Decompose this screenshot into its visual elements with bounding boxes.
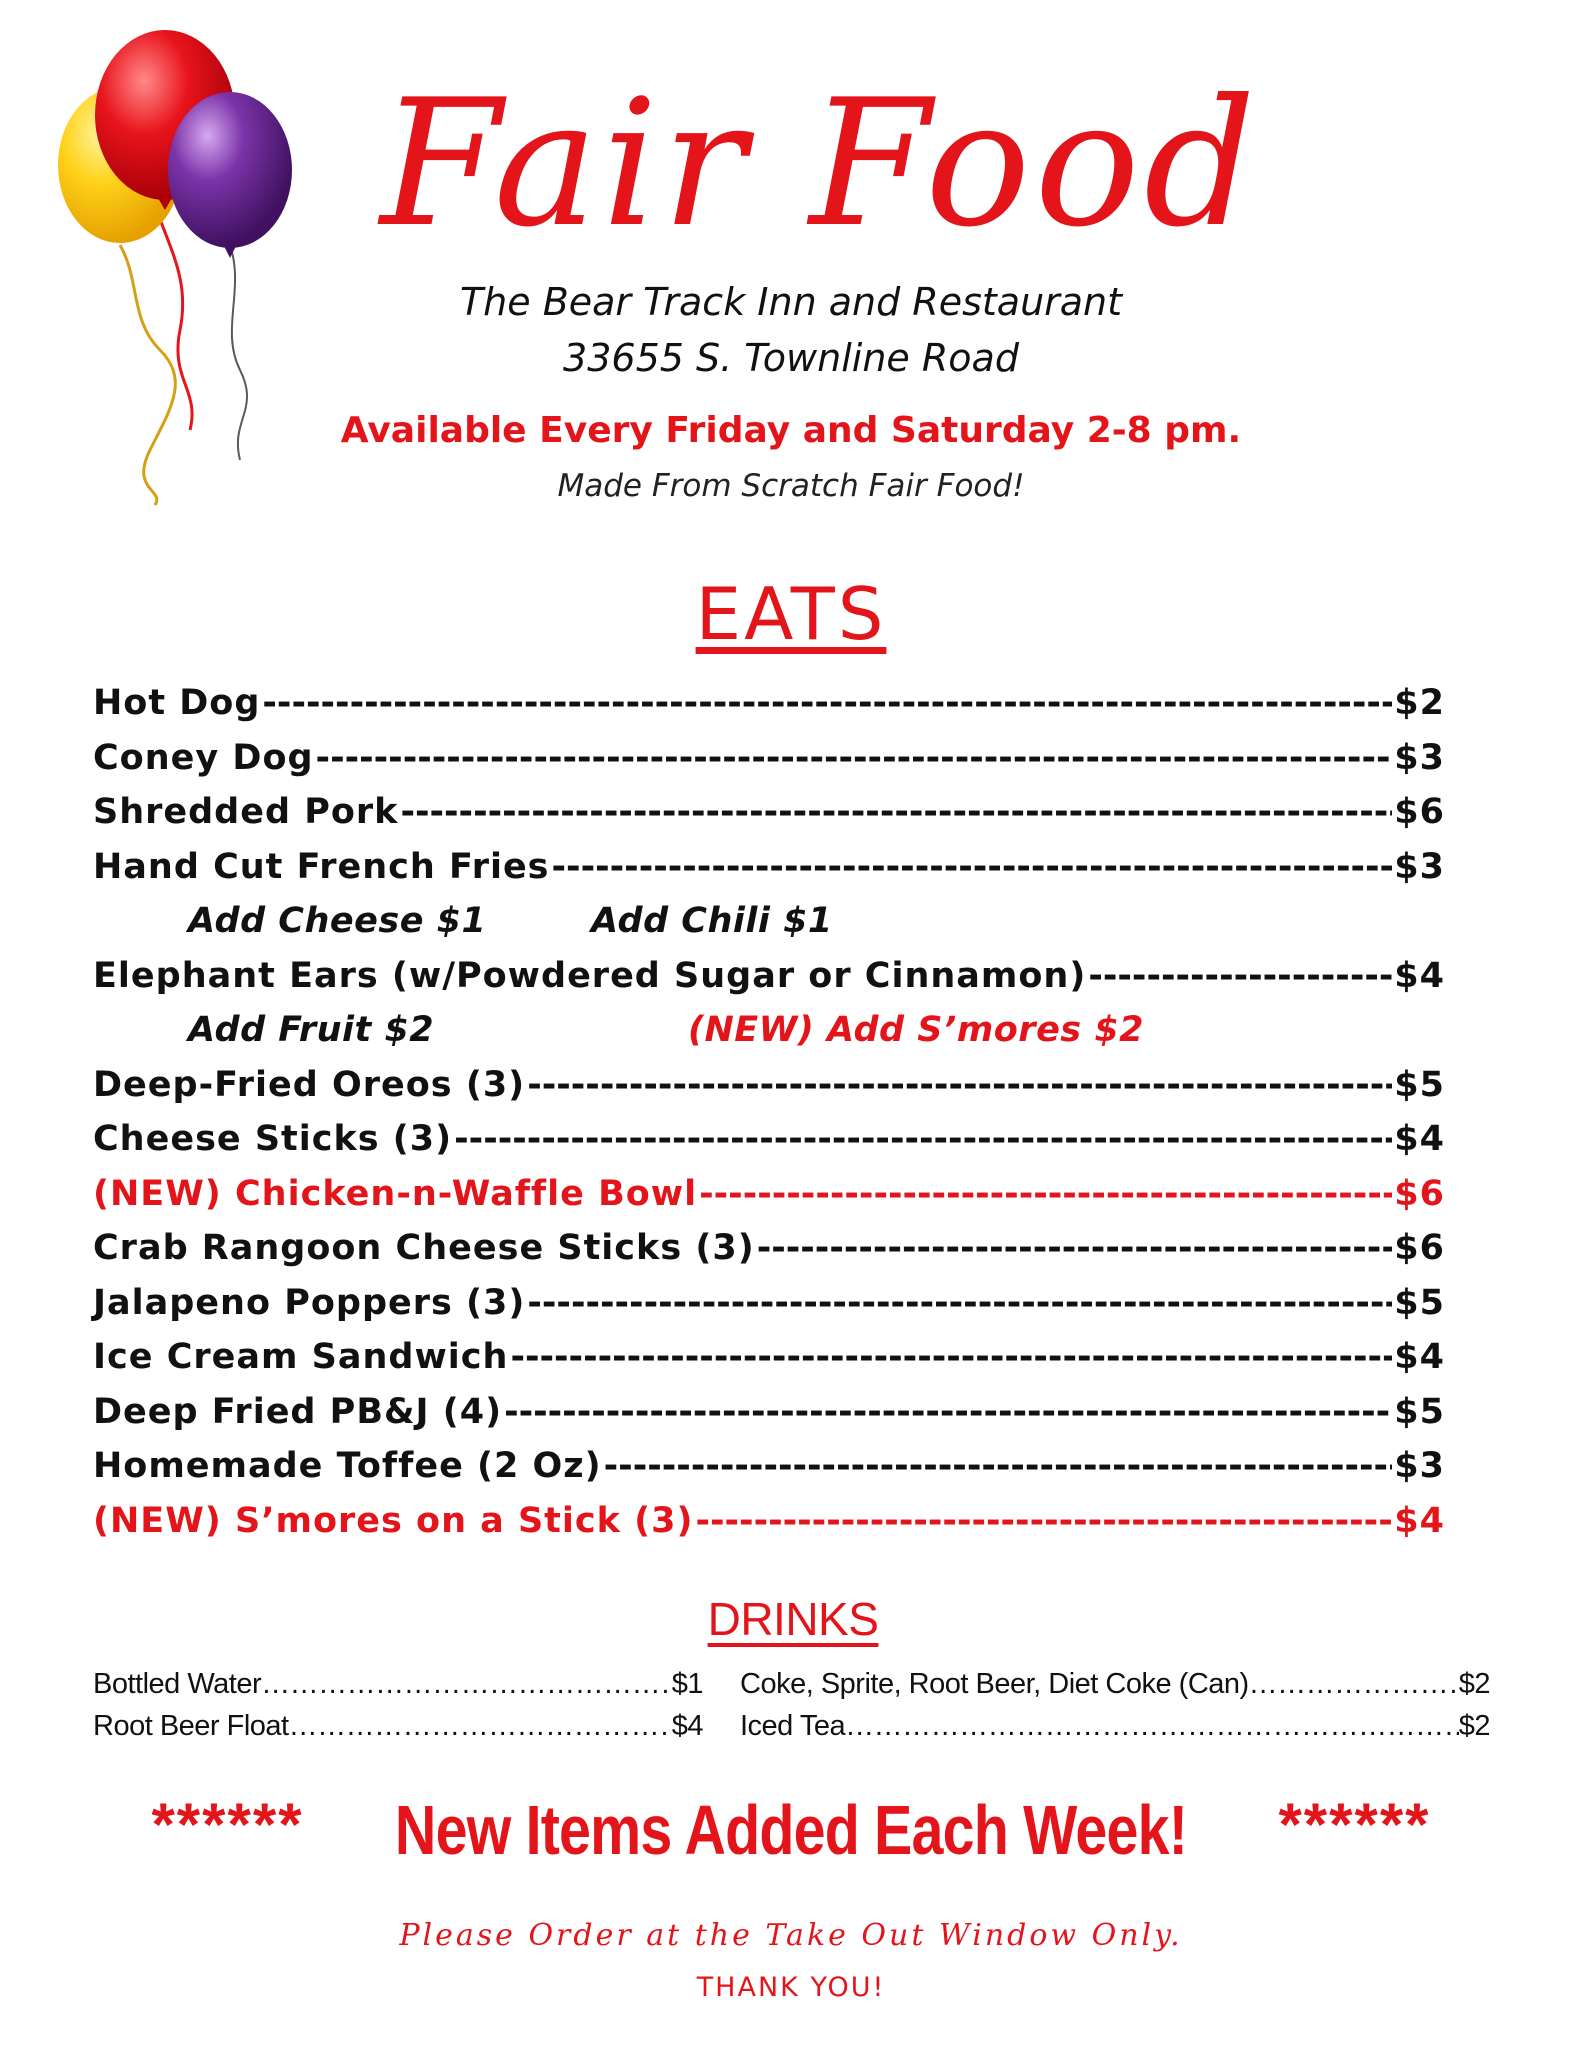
menu-item-price: $5	[1394, 1282, 1445, 1323]
stars-right: ******	[1278, 1791, 1431, 1858]
addon-cheese: Add Cheese $1	[188, 901, 487, 941]
dash-leader	[400, 792, 1392, 832]
menu-item	[93, 1065, 1445, 1120]
menu-item-name: (NEW) Chicken-n-Waffle Bowl	[93, 1173, 698, 1214]
tagline: Made From Scratch Fair Food!	[557, 468, 1025, 504]
restaurant-name: The Bear Track Inn and Restaurant	[459, 280, 1123, 324]
menu-item-new	[93, 1174, 1445, 1229]
drink-name: Iced Tea	[740, 1710, 846, 1742]
menu-item-name: Cheese Sticks (3)	[93, 1119, 453, 1159]
menu-item-price: $2	[1394, 683, 1445, 723]
menu-item-price: $3	[1394, 737, 1445, 778]
menu-item	[93, 1283, 1445, 1338]
addon-fruit: Add Fruit $2	[188, 1010, 435, 1050]
fries-addons	[93, 901, 1445, 956]
availability-note: Available Every Friday and Saturday 2-8 pm.	[340, 410, 1242, 451]
menu-item-name: Jalapeno Poppers (3)	[93, 1282, 526, 1323]
addon-smores: (NEW) Add S’mores $2	[688, 1010, 1145, 1050]
new-items-banner	[0, 1790, 1582, 1870]
menu-item-price: $4	[1394, 955, 1445, 996]
dash-leader	[552, 847, 1393, 887]
menu-item	[93, 847, 1445, 902]
menu-item-price: $4	[1394, 1119, 1445, 1159]
dot-leader	[1249, 1668, 1459, 1701]
menu-item	[93, 683, 1445, 738]
drink-item	[93, 1668, 703, 1701]
drink-price: $1	[671, 1668, 703, 1700]
menu-item-price: $3	[1394, 1446, 1445, 1486]
menu-item-price: $6	[1394, 1173, 1445, 1214]
menu-item-name: Crab Rangoon Cheese Sticks (3)	[93, 1228, 755, 1268]
menu-item-name: Deep Fried PB&J (4)	[93, 1391, 503, 1432]
drink-price: $2	[1458, 1710, 1490, 1742]
menu-item	[93, 792, 1445, 847]
dash-leader	[510, 1337, 1392, 1377]
menu-item	[93, 1228, 1445, 1283]
menu-item-name: Deep-Fried Oreos (3)	[93, 1064, 526, 1105]
new-items-message: New Items Added Each Week!	[394, 1791, 1188, 1869]
drink-name: Root Beer Float	[93, 1710, 289, 1742]
dash-leader	[604, 1446, 1393, 1486]
menu-item-name: Hot Dog	[93, 683, 261, 723]
drink-price: $2	[1458, 1668, 1490, 1700]
menu-item-price: $5	[1394, 1391, 1445, 1432]
menu-item-name: Elephant Ears (w/Powdered Sugar or Cinnamon)	[93, 955, 1087, 996]
dash-leader	[757, 1228, 1393, 1268]
menu-item-name: Ice Cream Sandwich	[93, 1337, 509, 1377]
menu-item-new	[93, 1501, 1445, 1556]
dash-leader	[699, 1174, 1392, 1214]
menu-item-price: $4	[1394, 1500, 1445, 1541]
page-title: Fair Food	[380, 63, 1260, 266]
thank-you: THANK YOU!	[696, 1972, 886, 2003]
dash-leader	[454, 1119, 1392, 1159]
menu-item	[93, 738, 1445, 793]
menu-item	[93, 956, 1445, 1011]
dash-leader	[527, 1065, 1392, 1105]
drink-price: $4	[671, 1710, 703, 1742]
drinks-row	[93, 1710, 1493, 1752]
dot-leader	[845, 1710, 1459, 1743]
menu-item-price: $5	[1394, 1064, 1445, 1105]
dash-leader	[527, 1283, 1392, 1323]
drink-item	[740, 1710, 1490, 1743]
drinks-menu	[93, 1668, 1493, 1752]
addon-chili: Add Chili $1	[591, 901, 833, 941]
menu-item-price: $4	[1394, 1337, 1445, 1377]
menu-item-price: $6	[1394, 1228, 1445, 1268]
menu-item-name: (NEW) S’mores on a Stick (3)	[93, 1500, 694, 1541]
ears-addons	[93, 1010, 1445, 1065]
menu-item-name: Shredded Pork	[93, 792, 399, 832]
dot-leader	[261, 1668, 672, 1701]
menu-item	[93, 1446, 1445, 1501]
menu-item-price: $3	[1394, 846, 1445, 887]
drinks-row	[93, 1668, 1493, 1710]
dot-leader	[289, 1710, 672, 1743]
menu-item	[93, 1337, 1445, 1392]
eats-heading: EATS	[695, 572, 887, 656]
drink-name: Bottled Water	[93, 1668, 262, 1700]
menu-item-price: $6	[1394, 792, 1445, 832]
dash-leader	[1088, 956, 1392, 996]
stars-left: ******	[151, 1791, 304, 1858]
menu-item-name: Homemade Toffee (2 Oz)	[93, 1446, 602, 1486]
menu-item	[93, 1119, 1445, 1174]
drink-item	[740, 1668, 1490, 1701]
drink-item	[93, 1710, 703, 1743]
drink-name: Coke, Sprite, Root Beer, Diet Coke (Can)	[740, 1668, 1249, 1700]
menu-item-name: Hand Cut French Fries	[93, 846, 550, 887]
dash-leader	[504, 1392, 1392, 1432]
dash-leader	[262, 683, 1392, 723]
dash-leader	[316, 738, 1393, 778]
restaurant-address: 33655 S. Townline Road	[563, 336, 1019, 380]
order-note: Please Order at the Take Out Window Only.	[399, 1918, 1183, 1953]
drinks-heading: DRINKS	[707, 1593, 879, 1645]
menu-item-name: Coney Dog	[93, 737, 314, 778]
menu-item	[93, 1392, 1445, 1447]
eats-menu	[93, 683, 1445, 1555]
dash-leader	[695, 1501, 1392, 1541]
